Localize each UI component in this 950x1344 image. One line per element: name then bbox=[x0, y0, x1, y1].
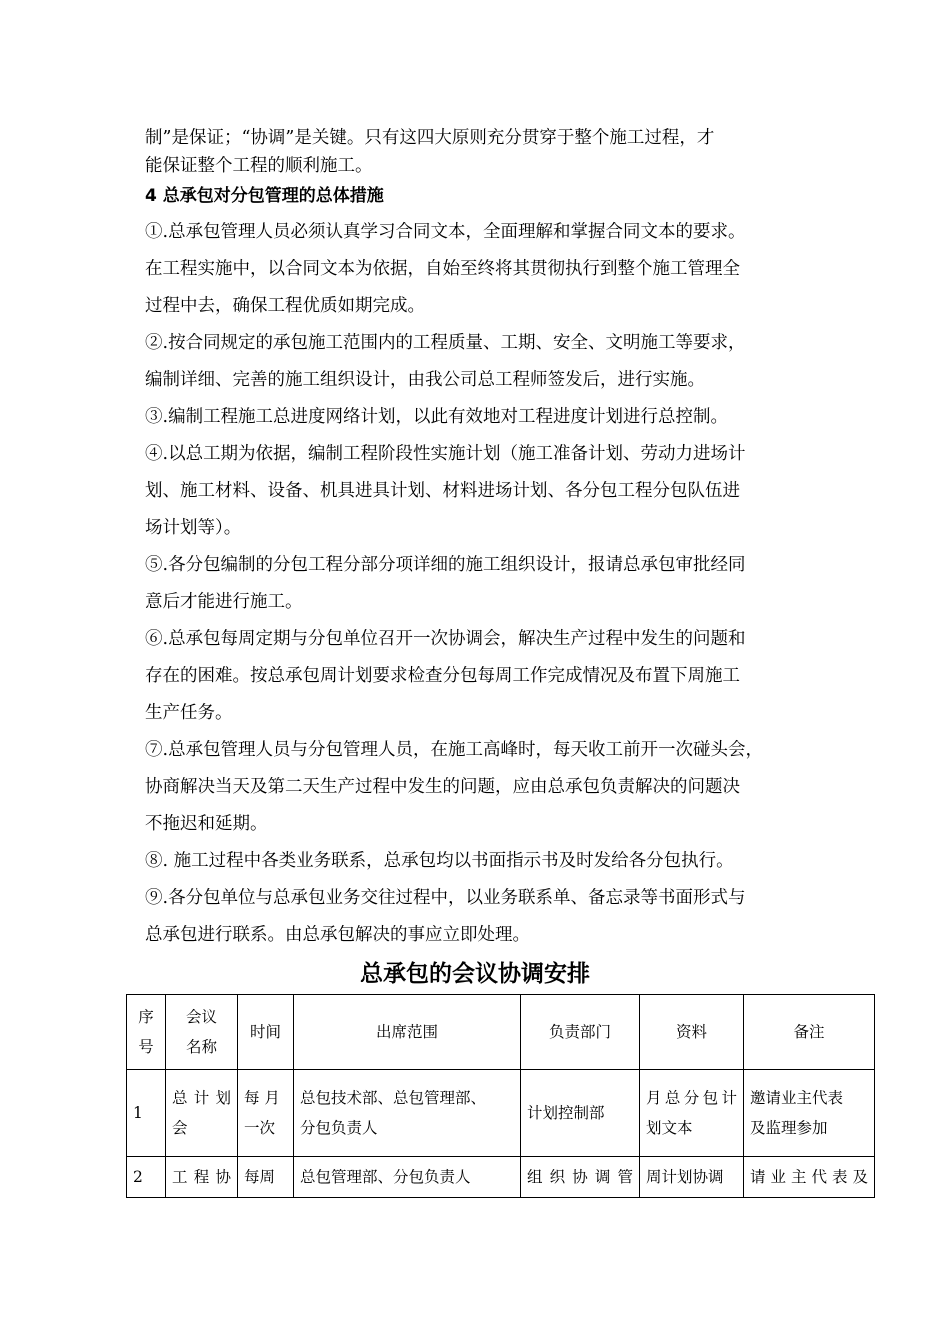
header-cell: 时间 bbox=[238, 995, 294, 1070]
measures-list bbox=[145, 214, 810, 954]
text-line: 场计划等）。 bbox=[145, 518, 242, 538]
text-line: ⑦.总承包管理人员与分包管理人员，在施工高峰时，每天收工前开一次碰头会， bbox=[145, 740, 764, 760]
table-title: 总承包的会议协调安排 bbox=[360, 961, 590, 987]
table-cell: 2 bbox=[127, 1157, 166, 1198]
header-cell: 备注 bbox=[744, 995, 875, 1070]
text-line: ⑧. 施工过程中各类业务联系，总承包均以书面指示书及时发给各分包执行。 bbox=[145, 851, 734, 871]
header-cell: 出席范围 bbox=[294, 995, 521, 1070]
table-cell: 月总分包计 划文本 bbox=[640, 1070, 744, 1157]
table-row bbox=[127, 1070, 875, 1157]
text-line: ⑥.总承包每周定期与分包单位召开一次协调会，解决生产过程中发生的问题和 bbox=[145, 629, 746, 649]
table-cell: 计划控制部 bbox=[521, 1070, 640, 1157]
header-cell: 会议 名称 bbox=[166, 995, 238, 1070]
table-cell: 总计划 会 bbox=[166, 1070, 238, 1157]
table-cell: 1 bbox=[127, 1070, 166, 1157]
text-line: ④.以总工期为依据，编制工程阶段性实施计划（施工准备计划、劳动力进场计 bbox=[145, 444, 746, 464]
text-line: 划、施工材料、设备、机具进具计划、材料进场计划、各分包工程分包队伍进 bbox=[145, 481, 740, 501]
table-cell: 周计划协调 bbox=[640, 1157, 744, 1198]
text-line: 协商解决当天及第二天生产过程中发生的问题，应由总承包负责解决的问题决 bbox=[145, 777, 740, 797]
text-line: 在工程实施中，以合同文本为依据，自始至终将其贯彻执行到整个施工管理全 bbox=[145, 259, 740, 279]
text-line: ⑨.各分包单位与总承包业务交往过程中，以业务联系单、备忘录等书面形式与 bbox=[145, 888, 746, 908]
header-cell: 负责部门 bbox=[521, 995, 640, 1070]
table-row bbox=[127, 1157, 875, 1198]
text-line: 编制详细、完善的施工组织设计，由我公司总工程师签发后，进行实施。 bbox=[145, 370, 705, 390]
text-line: ⑤.各分包编制的分包工程分部分项详细的施工组织设计，报请总承包审批经同 bbox=[145, 555, 746, 575]
table-cell: 总包管理部、分包负责人 bbox=[294, 1157, 521, 1198]
text-line: 意后才能进行施工。 bbox=[145, 592, 303, 612]
text-line: ③.编制工程施工总进度网络计划，以此有效地对工程进度计划进行总控制。 bbox=[145, 407, 729, 427]
text-line: 制”是保证；“协调”是关键。只有这四大原则充分贯穿于整个施工过程，才 bbox=[145, 128, 715, 148]
text-line: 生产任务。 bbox=[145, 703, 233, 723]
table-cell: 每周 bbox=[238, 1157, 294, 1198]
table-cell: 请业主代表及 bbox=[744, 1157, 875, 1198]
intro-paragraph bbox=[145, 124, 810, 180]
text-line: 能保证整个工程的顺利施工。 bbox=[145, 156, 373, 176]
table-cell: 工程协 bbox=[166, 1157, 238, 1198]
table-cell: 组 织 协 调 管 bbox=[521, 1157, 640, 1198]
header-cell: 序 号 bbox=[127, 995, 166, 1070]
section-heading: 4 总承包对分包管理的总体措施 bbox=[145, 186, 384, 206]
text-line: 总承包进行联系。由总承包解决的事应立即处理。 bbox=[145, 925, 530, 945]
text-line: 不拖迟和延期。 bbox=[145, 814, 268, 834]
text-line: 过程中去，确保工程优质如期完成。 bbox=[145, 296, 425, 316]
header-cell: 资料 bbox=[640, 995, 744, 1070]
table-cell: 邀请业主代表 及监理参加 bbox=[744, 1070, 875, 1157]
text-line: ①.总承包管理人员必须认真学习合同文本，全面理解和掌握合同文本的要求。 bbox=[145, 222, 746, 242]
meeting-table bbox=[126, 994, 875, 1198]
table-cell: 每 月 一次 bbox=[238, 1070, 294, 1157]
table-cell: 总包技术部、总包管理部、 分包负责人 bbox=[294, 1070, 521, 1157]
text-line: 存在的困难。按总承包周计划要求检查分包每周工作完成情况及布置下周施工 bbox=[145, 666, 740, 686]
text-line: ②.按合同规定的承包施工范围内的工程质量、工期、安全、文明施工等要求， bbox=[145, 333, 746, 353]
table-header-row bbox=[127, 995, 875, 1070]
